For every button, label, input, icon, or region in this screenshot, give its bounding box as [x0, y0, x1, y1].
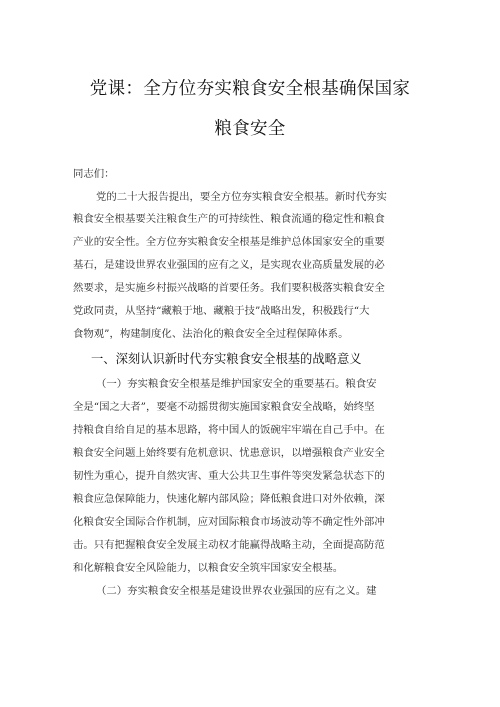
paragraph-2-line-1: （一）夯实粮食安全根基是维护国家安全的重要基石。粮食安: [96, 378, 377, 390]
paragraph-2-line-4: 粮食安全问题上始终要有危机意识、忧患意识，以增强粮食产业安全: [73, 447, 385, 459]
paragraph-2-line-2: 全是“国之大者”，要毫不动摇贯彻实施国家粮食安全战略，始终坚: [73, 401, 375, 413]
paragraph-1-line-1: 党的二十大报告提出，要全方位夯实粮食安全根基。新时代夯实: [96, 191, 387, 203]
paragraph-2-line-7: 化粮食安全国际合作机制，应对国际粮食市场波动等不确定性外部冲: [73, 516, 385, 528]
paragraph-2-line-6: 粮食应急保障能力，快速化解内部风险；降低粮食进口对外依赖，深: [73, 493, 385, 505]
document-title-line-2: 粮食安全: [214, 119, 286, 139]
section-1-heading: 一、深刻认识新时代夯实粮食安全根基的战略意义: [91, 352, 362, 366]
paragraph-2-line-8: 击。只有把握粮食安全发展主动权才能赢得战略主动，全面提高防范: [73, 539, 385, 551]
paragraph-1-line-7: 食物观”，构建制度化、法治化的粮食安全全过程保障体系。: [73, 328, 349, 340]
paragraph-2-line-5: 韧性为重心，提升自然灾害、重大公共卫生事件等突发紧急状态下的: [73, 470, 385, 482]
salutation: 同志们：: [73, 168, 115, 180]
paragraph-3-line-1: （二）夯实粮食安全根基是建设世界农业强国的应有之义。建: [96, 585, 377, 597]
paragraph-2-line-9: 和化解粮食安全风险能力，以粮食安全筑牢国家安全根基。: [73, 562, 344, 574]
paragraph-1-line-2: 粮食安全根基要关注粮食生产的可持续性、粮食流通的稳定性和粮食: [73, 213, 385, 225]
document-title-line-1: 党课：全方位夯实粮食安全根基确保国家: [89, 79, 411, 99]
paragraph-1-line-3: 产业的安全性。全方位夯实粮食安全根基是维护总体国家安全的重要: [73, 236, 385, 248]
paragraph-1-line-4: 基石，是建设世界农业强国的应有之义，是实现农业高质量发展的必: [73, 259, 385, 271]
paragraph-1-line-6: 党政同责，从坚持“藏粮于地、藏粮于技”战略出发，积极践行“大: [73, 305, 370, 317]
paragraph-1-line-5: 然要求，是实施乡村振兴战略的首要任务。我们要积极落实粮食安全: [73, 282, 385, 294]
paragraph-2-line-3: 持粮食自给自足的基本思路，将中国人的饭碗牢牢端在自己手中。在: [73, 424, 385, 436]
